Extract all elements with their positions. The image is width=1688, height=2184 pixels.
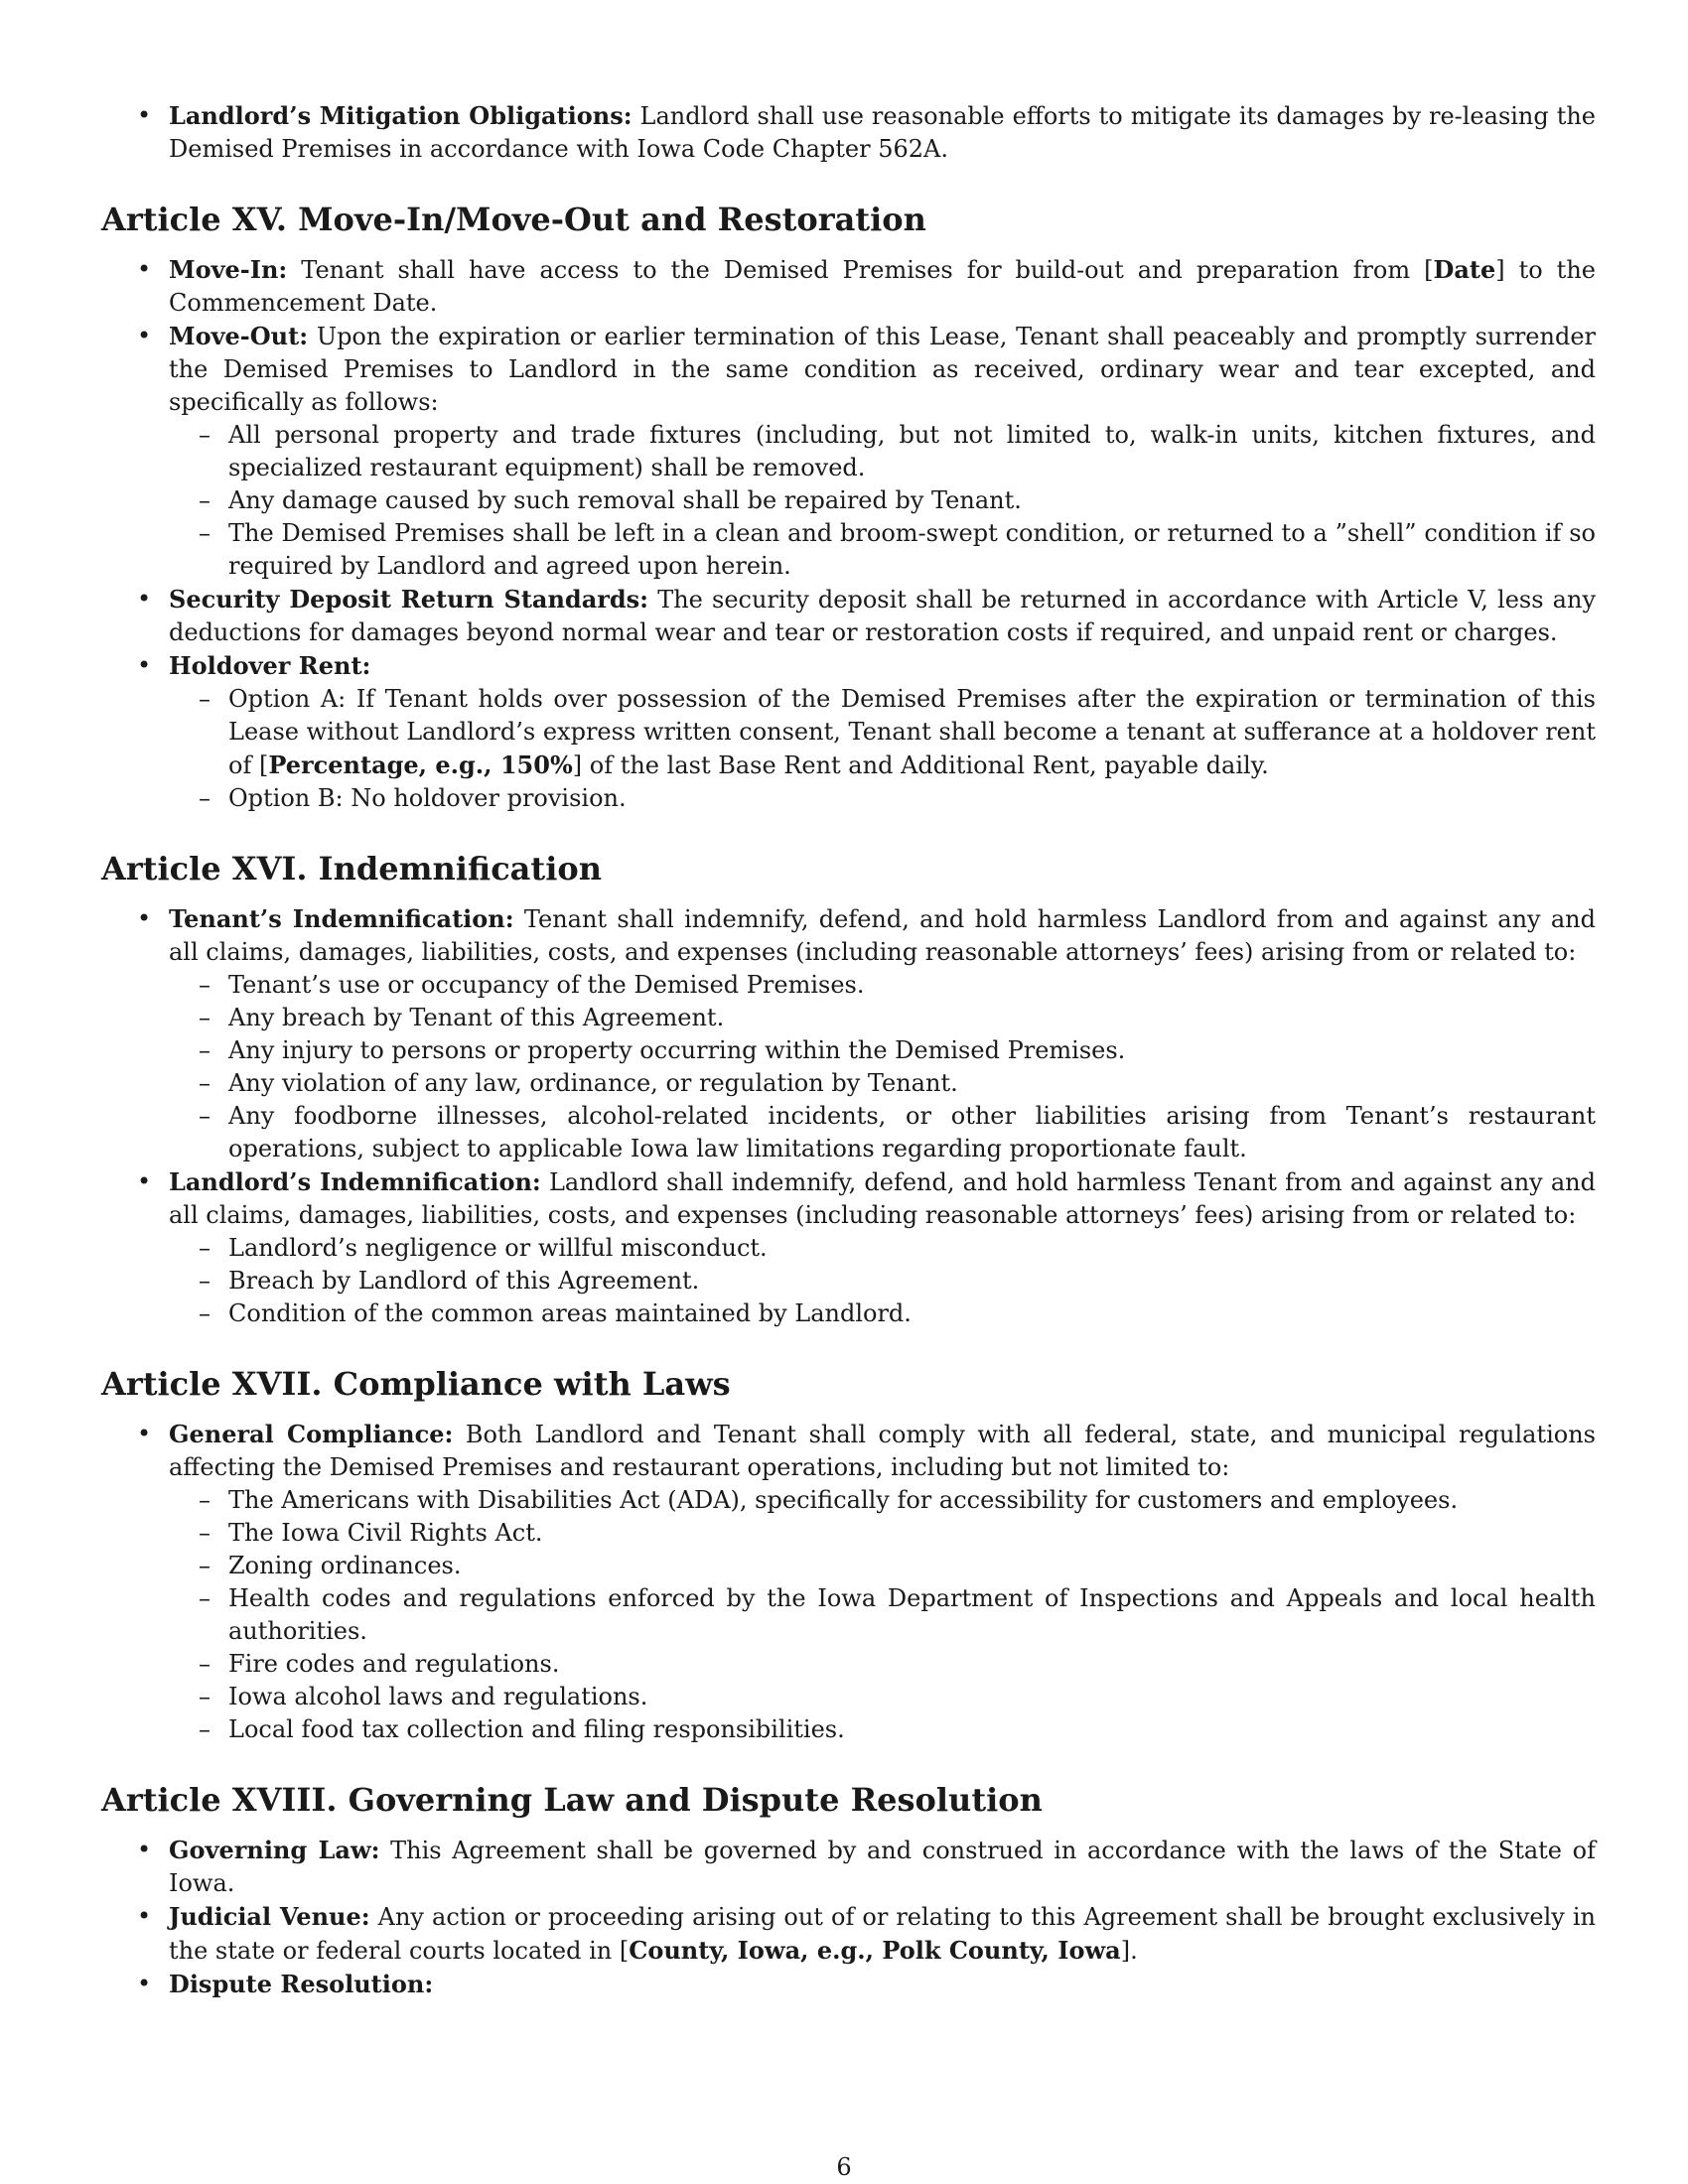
list-item-mitigation [101, 99, 1596, 166]
item-text: Landlord shall use reasonable efforts to mitigate its damages by re-leasing the Demised Premises in accordance with Iowa Code Chapter 562A. [169, 102, 1597, 163]
sub-item: – The Iowa Civil Rights Act. [169, 1517, 1596, 1550]
bullet-icon: • [137, 651, 152, 679]
sub-item: – Condition of the common areas maintained by Landlord. [169, 1297, 1596, 1330]
sub-item: – Fire codes and regulations. [169, 1648, 1596, 1681]
article-heading: Article XVIII. Governing Law and Dispute Resolution [101, 1781, 1043, 1819]
bullet-icon: • [137, 255, 152, 283]
dash-icon: – [199, 1715, 211, 1743]
item-text: Any action or proceeding arising out of or relating to this Agreement shall be brought exclusively in the state or federal courts located in [ [169, 1903, 1596, 1965]
sub-list [169, 683, 1596, 815]
page-content [101, 99, 1596, 2001]
item-text: This Agreement shall be governed by and construed in accordance with the laws of the State of Iowa. [169, 1837, 1596, 1897]
placeholder-field: Date [1433, 255, 1496, 284]
dash-icon: – [199, 1584, 211, 1612]
item-text: ]. [1120, 1937, 1138, 1965]
item-label: Security Deposit Return Standards: [169, 585, 649, 614]
dash-icon: – [199, 519, 211, 547]
dash-icon: – [199, 1299, 211, 1327]
dash-icon: – [199, 1004, 211, 1031]
bullet-list [101, 99, 1596, 166]
dash-icon: – [199, 1683, 211, 1710]
sub-item: – Zoning ordinances. [169, 1550, 1596, 1582]
sub-item-option-b: – Option B: No holdover provision. [169, 782, 1596, 815]
sub-item: – Iowa alcohol laws and regulations. [169, 1681, 1596, 1713]
section-continuation [101, 99, 1596, 166]
item-text: Tenant shall have access to the Demised Premises for build-out and preparation from [ [287, 256, 1434, 284]
dash-icon: – [199, 1069, 211, 1097]
sub-item: – Breach by Landlord of this Agreement. [169, 1265, 1596, 1297]
bullet-icon: • [137, 585, 152, 613]
article-heading: Article XVI. Indemnification [101, 850, 602, 887]
list-item-tenant-indemnification [101, 902, 1596, 1165]
list-item-holdover-rent [101, 649, 1596, 815]
sub-item: – Any breach by Tenant of this Agreement. [169, 1002, 1596, 1034]
sub-item: – Any foodborne illnesses, alcohol-related incidents, or other liabilities arising from Tenant’s restaurant operations, subject to applicable Iowa law limitations regarding proportionate fault. [199, 1102, 1596, 1162]
dash-icon: – [199, 1486, 211, 1514]
list-item-move-out [101, 320, 1596, 583]
item-label: General Compliance: [169, 1420, 454, 1448]
sub-item: – The Demised Premises shall be left in a clean and broom-swept condition, or returned to a ”shell” condition if so required by Landlord and agreed upon herein. [199, 519, 1596, 580]
bullet-icon: • [137, 322, 152, 349]
item-label: Move-Out: [169, 322, 309, 350]
list-item-general-compliance [101, 1418, 1596, 1746]
sub-item: – Health codes and regulations enforced by the Iowa Department of Inspections and Appeals and local health authorities. [199, 1584, 1596, 1645]
dash-icon: – [199, 1519, 211, 1547]
bullet-icon: • [137, 904, 152, 932]
bullet-list [101, 902, 1596, 1330]
list-item-dispute-resolution [101, 1968, 1596, 2001]
item-text: Both Landlord and Tenant shall comply with all federal, state, and municipal regulations affecting the Demised Premises and restaurant operations, including but not limited to: [169, 1421, 1596, 1481]
sub-item: – The Americans with Disabilities Act (ADA), specifically for accessibility for customers and employees. [169, 1484, 1596, 1517]
bullet-list [101, 1418, 1596, 1746]
placeholder-field: County, Iowa, e.g., Polk County, Iowa [629, 1936, 1121, 1965]
placeholder-field: Percentage, e.g., 150% [268, 751, 573, 779]
sub-list [169, 1484, 1596, 1746]
item-text: Tenant shall indemnify, defend, and hold harmless Landlord from and against any and all claims, damages, liabilities, costs, and expenses (including reasonable attorneys’ fees) arising from or related to: [169, 905, 1597, 966]
sub-item: – Any injury to persons or property occurring within the Demised Premises. [169, 1034, 1596, 1067]
bullet-list [101, 1834, 1596, 2001]
item-label: Landlord’s Indemnification: [169, 1167, 541, 1196]
dash-icon: – [199, 1234, 211, 1262]
item-label: Move-In: [169, 255, 288, 284]
bullet-icon: • [137, 1167, 152, 1195]
dash-icon: – [199, 1036, 211, 1064]
sub-item: – Any violation of any law, ordinance, or regulation by Tenant. [169, 1067, 1596, 1100]
bullet-icon: • [137, 1902, 152, 1930]
dash-icon: – [199, 784, 211, 812]
sub-item: – Landlord’s negligence or willful misconduct. [169, 1232, 1596, 1265]
item-text: Landlord shall indemnify, defend, and hold harmless Tenant from and against any and all claims, damages, liabilities, costs, and expenses (including reasonable attorneys’ fees) arising from or related to: [169, 1168, 1597, 1229]
item-label: Holdover Rent: [169, 651, 371, 680]
list-item-landlord-indemnification [101, 1165, 1596, 1330]
list-item-move-in [101, 253, 1596, 320]
list-item-judicial-venue [101, 1900, 1596, 1968]
sub-item: – Tenant’s use or occupancy of the Demised Premises. [169, 969, 1596, 1002]
dash-icon: – [199, 421, 211, 449]
dash-icon: – [199, 486, 211, 514]
section-article-xv [101, 200, 1596, 815]
item-label: Judicial Venue: [169, 1902, 370, 1931]
sub-list [169, 1232, 1596, 1330]
sub-item-option-a: – Option A: If Tenant holds over possession of the Demised Premises after the expiration or termination of this Lease without Landlord’s express written consent, Tenant shall become a tenant at sufferance at a holdover rent of [Percentage, e.g., 150%] of the last Base Rent and Additional Rent, payable daily. [199, 685, 1596, 779]
item-label: Tenant’s Indemnification: [169, 904, 514, 933]
item-text: The security deposit shall be returned in accordance with Article V, less any deductions for damages beyond normal wear and tear or restoration costs if required, and unpaid rent or charges. [169, 586, 1597, 646]
page-number: 6 [836, 2153, 852, 2181]
section-article-xvi [101, 849, 1596, 1330]
list-item-security-deposit [101, 583, 1596, 649]
section-article-xviii [101, 1780, 1596, 2001]
item-label: Governing Law: [169, 1836, 380, 1864]
sub-item: – Any damage caused by such removal shall be repaired by Tenant. [169, 484, 1596, 517]
list-item-governing-law [101, 1834, 1596, 1900]
sub-list [169, 419, 1596, 583]
item-text: ] to the Commencement Date. [169, 256, 1596, 317]
dash-icon: – [199, 1552, 211, 1579]
item-label: Landlord’s Mitigation Obligations: [169, 101, 633, 130]
sub-item: – Local food tax collection and filing responsibilities. [169, 1713, 1596, 1746]
dash-icon: – [199, 1650, 211, 1678]
item-label: Dispute Resolution: [169, 1970, 434, 1998]
bullet-icon: • [137, 1420, 152, 1447]
bullet-icon: • [137, 101, 152, 129]
bullet-icon: • [137, 1836, 152, 1863]
bullet-icon: • [137, 1970, 152, 1997]
article-heading: Article XV. Move-In/Move-Out and Restoration [101, 201, 926, 238]
dash-icon: – [199, 685, 211, 713]
dash-icon: – [199, 971, 211, 999]
sub-item: – All personal property and trade fixtures (including, but not limited to, walk-in units, kitchen fixtures, and specialized restaurant equipment) shall be removed. [199, 421, 1596, 481]
dash-icon: – [199, 1102, 211, 1130]
section-article-xvii [101, 1364, 1596, 1746]
dash-icon: – [199, 1267, 211, 1295]
item-text: Upon the expiration or earlier termination of this Lease, Tenant shall peaceably and promptly surrender the Demised Premises to Landlord in the same condition as received, ordinary wear and tear excepted, and specifically as follows: [169, 323, 1596, 416]
bullet-list [101, 253, 1596, 815]
sub-list [169, 969, 1596, 1165]
article-heading: Article XVII. Compliance with Laws [101, 1365, 731, 1403]
